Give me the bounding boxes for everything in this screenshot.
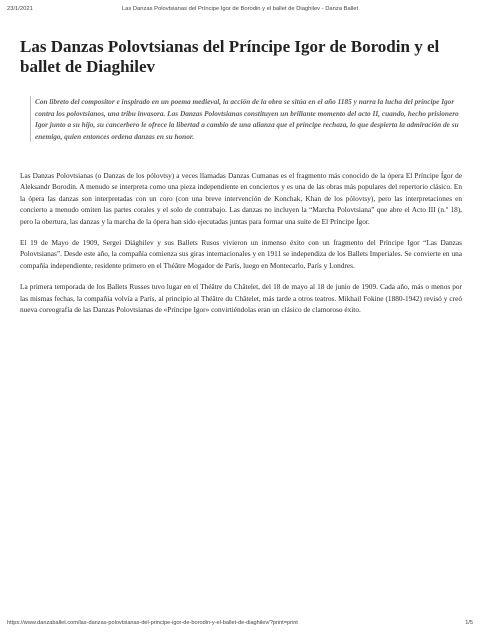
article-intro: [30, 96, 461, 142]
body-paragraph-3: La primera temporada de los Ballets Russes tuvo lugar en el Théâtre du Châtelet, del 18 de mayo al 18 de junio de 1909. Cada año, más o menos por las mismas fechas, la compañía volvía a París, al principio al Théâtre du Châtelet, más tarde a otros teatros. Mikhail Fokine (1880-1942) revisó y creó nueva coreografía de las Danzas Polovtsianas de «Príncipe Igor» convirtiéndolas eran un clásico de clamoroso éxito.: [20, 282, 462, 315]
print-page-title: Las Danzas Polovtsianas del Príncipe Igor de Borodin y el ballet de Diaghilev - Danza Ballet: [121, 6, 359, 12]
body-paragraph-1: Las Danzas Polovtsianas (o Danzas de los pólovtsy) a veces llamadas Danzas Cumanas es el fragmento más conocido de la ópera El Príncipe Ígor de Aleksandr Borodin. A menudo se interpreta como una pieza independiente en conciertos y es una de las obras más populares del repertorio clásico. En la ópera las danzas son interpretadas con un coro (con una breve intervención de Konchak, Khan de los pólovtsy), pero las interpretaciones en concierto a menudo omiten las partes corales y el solo de contrabajo. Las danzas no incluyen la “Marcha Polovtsiana” que abre el Acto III (n.º 18), pero la obertura, las danzas y la marcha de la ópera han sido ejecutadas juntas para formar una suite de El Príncipe Ígor.: [20, 171, 462, 226]
print-header: [7, 6, 473, 16]
page-number: 1/5: [465, 620, 473, 626]
body-paragraph-2: El 19 de Mayo de 1909, Sergei Diághilev y sus Ballets Rusos vivieron un inmenso éxito con un fragmento del Príncipe Igor “Las Danzas Polovtsianas”. Desde este año, la compañía comienza sus giras internacionales y en 1911 se independiza de los Ballets Imperiales. Se convierte en una compañía independiente, residente primero en el Théâtre Mogador de París, luego en Montecarlo, París y Londres.: [20, 238, 462, 270]
print-date: 23/1/2021: [7, 6, 33, 12]
print-url[interactable]: https://www.danzaballet.com/las-danzas-polovtsianas-del-principe-igor-de-borodin-y-el-ballet-de-diaghilev/?print=print: [7, 620, 298, 626]
print-footer: [7, 620, 473, 630]
intro-text: Con libreto del compositor e inspirado en un poema medieval, la acción de la obra se sitúa en el año 1185 y narra la lucha del príncipe Igor contra los polovtsianos, una tribu invasora. Las Danzas Polovtsianas constituyen un brillante momento del acto II, cuando, hecho prisionero Igor junto a su hijo, su cancerbero le ofrece la libertad a cambio de una alianza que el príncipe rechaza, lo que despierta la admiración de su enemigo, quien entonces ordena danzas en su honor.: [35, 97, 459, 141]
article-body: [20, 170, 462, 325]
article-title: Las Danzas Polovtsianas del Príncipe Igor de Borodin y el ballet de Diaghilev: [20, 37, 440, 76]
